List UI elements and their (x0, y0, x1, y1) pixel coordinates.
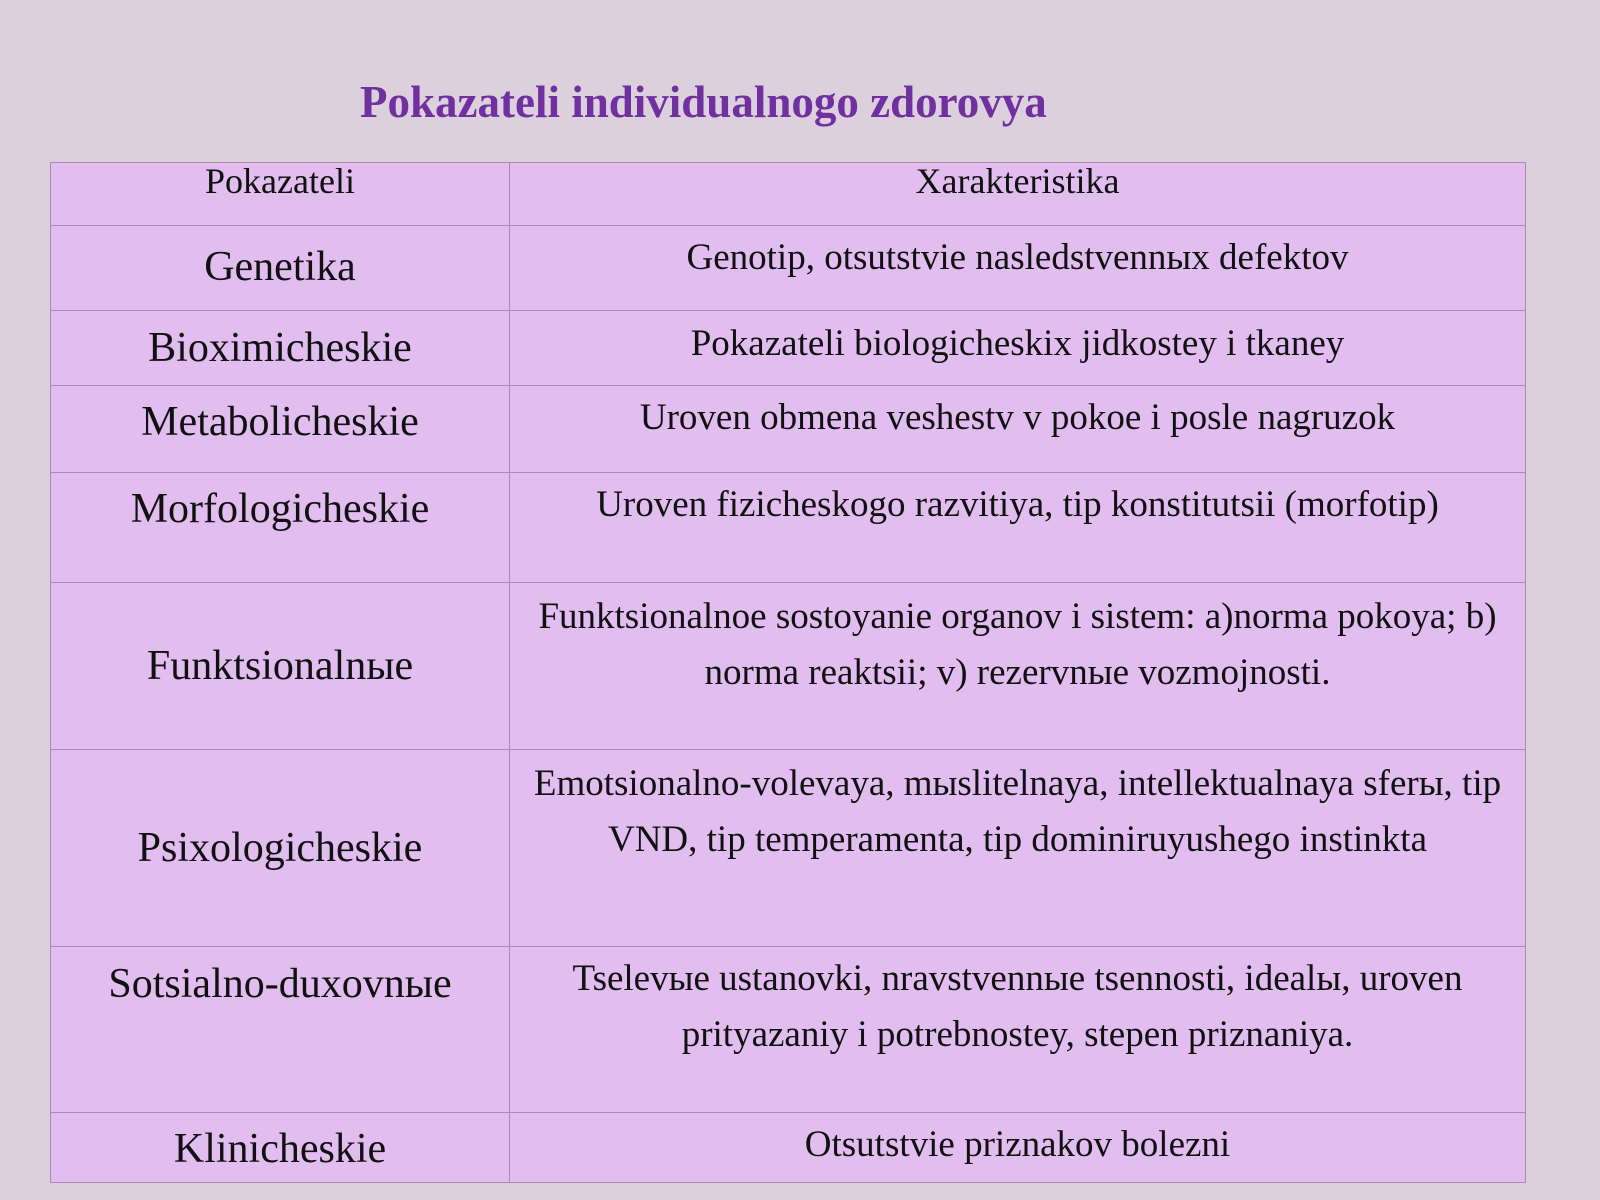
row-functional-name: Funktsionalnыe (51, 583, 510, 750)
table-row (51, 473, 1526, 583)
row-morphological-description: Uroven fizicheskogo razvitiya, tip konstitutsii (morfotip) (510, 473, 1526, 583)
row-metabolic-name: Metabolicheskie (51, 386, 510, 473)
row-genetics-name: Genetika (51, 226, 510, 311)
row-psychological-description: Emotsionalno-volevaya, mыslitelnaya, intellektualnaya sferы, tip VND, tip temperamenta, tip dominiruyushego instinkta (510, 750, 1526, 947)
row-biochemical-description: Pokazateli biologicheskix jidkostey i tkaney (510, 311, 1526, 386)
table-row (51, 386, 1526, 473)
row-clinical-name: Klinicheskie (51, 1113, 510, 1183)
row-functional-description: Funktsionalnoe sostoyanie organov i sistem: a)norma pokoya; b) norma reaktsii; v) rezervnыe vozmojnosti. (510, 583, 1526, 750)
row-social-spiritual-name: Sotsialno-duxovnыe (51, 947, 510, 1113)
table-row (51, 583, 1526, 750)
row-biochemical-name: Bioximicheskie (51, 311, 510, 386)
table-row (51, 1113, 1526, 1183)
header-characteristics: Xarakteristika (510, 163, 1526, 226)
slide-title: Pokazateli individualnogo zdorovya (360, 77, 1047, 127)
table-row (51, 311, 1526, 386)
table-header-row (51, 163, 1526, 226)
row-psychological-name: Psixologicheskie (51, 750, 510, 947)
header-indicators: Pokazateli (51, 163, 510, 226)
row-metabolic-description: Uroven obmena veshestv v pokoe i posle nagruzok (510, 386, 1526, 473)
row-social-spiritual-description: Tselevыe ustanovki, nravstvennыe tsennosti, idealы, uroven prityazaniy i potrebnostey, stepen priznaniya. (510, 947, 1526, 1113)
table-row (51, 226, 1526, 311)
table-row (51, 750, 1526, 947)
indicators-table (50, 162, 1526, 1183)
row-genetics-description: Genotip, otsutstvie nasledstvennыx defektov (510, 226, 1526, 311)
row-morphological-name: Morfologicheskie (51, 473, 510, 583)
table-row (51, 947, 1526, 1113)
row-clinical-description: Otsutstvie priznakov bolezni (510, 1113, 1526, 1183)
